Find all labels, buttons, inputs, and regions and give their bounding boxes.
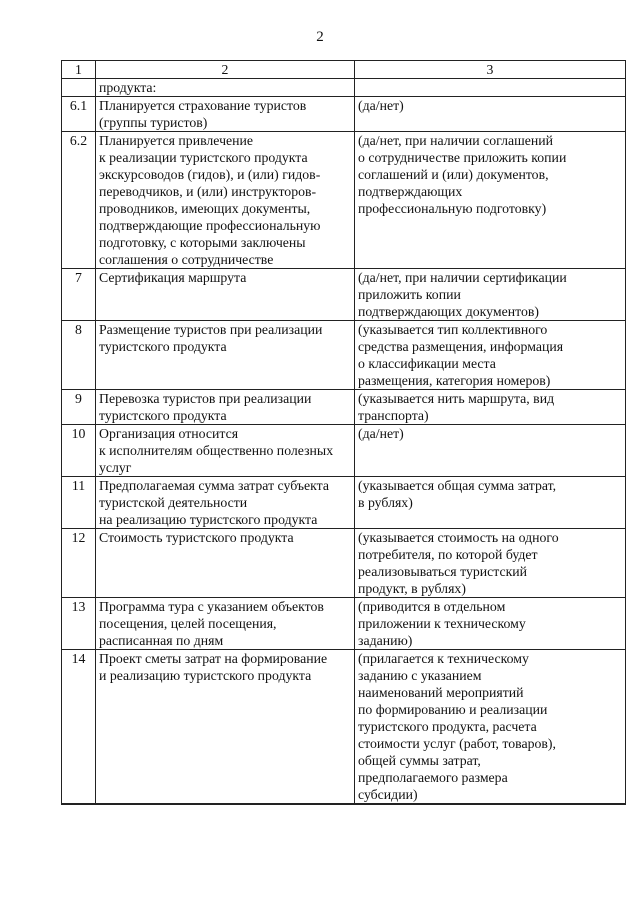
header-col-1: 1 [62, 61, 96, 79]
row-item: Предполагаемая сумма затрат субъекта туристской деятельности на реализацию туристского продукта [96, 477, 355, 529]
row-number: 12 [62, 529, 96, 598]
page-number: 2 [316, 29, 324, 45]
row-value: (приводится в отдельном приложении к техническому заданию) [355, 598, 626, 650]
row-value: (указывается общая сумма затрат, в рублях) [355, 477, 626, 529]
row-item: продукта: [96, 79, 355, 97]
row-value: (указывается тип коллективного средства размещения, информация о классификации места размещения, категория номеров) [355, 321, 626, 390]
row-value: (да/нет) [355, 425, 626, 477]
row-item: Сертификация маршрута [96, 269, 355, 321]
table-row [62, 529, 626, 598]
row-number: 9 [62, 390, 96, 425]
row-item: Организация относится к исполнителям общественно полезных услуг [96, 425, 355, 477]
row-value [355, 804, 626, 805]
row-value [355, 79, 626, 97]
row-value: (указывается стоимость на одного потребителя, по которой будет реализовываться туристский продукт, в рублях) [355, 529, 626, 598]
row-number: 13 [62, 598, 96, 650]
row-value: (прилагается к техническому заданию с указанием наименований мероприятий по формированию и реализации туристского продукта, расчета стоимости услуг (работ, товаров), общей суммы затрат, предполагаемого размера субсидии) [355, 650, 626, 804]
table-row [62, 477, 626, 529]
table-row-continuation [62, 79, 626, 97]
row-item: Стоимость туристского продукта [96, 529, 355, 598]
row-item: Планируется привлечение к реализации туристского продукта экскурсоводов (гидов), и (или) гидов- переводчиков, и (или) инструкторов- проводников, имеющих документы, подтверждающие профессиональную подготовку, с которыми заключены соглашения о сотрудничестве [96, 132, 355, 269]
row-number: 6.1 [62, 97, 96, 132]
row-value: (да/нет) [355, 97, 626, 132]
row-number: 7 [62, 269, 96, 321]
table-row [62, 132, 626, 269]
table-row [62, 598, 626, 650]
table-row [62, 97, 626, 132]
row-number: 11 [62, 477, 96, 529]
row-item: Программа тура с указанием объектов посещения, целей посещения, расписанная по дням [96, 598, 355, 650]
table-row [62, 269, 626, 321]
row-item: Проект сметы затрат на формирование и реализацию туристского продукта [96, 650, 355, 804]
row-value: (указывается нить маршрута, вид транспорта) [355, 390, 626, 425]
row-value: (да/нет, при наличии сертификации приложить копии подтверждающих документов) [355, 269, 626, 321]
table-row [62, 390, 626, 425]
row-item: Размещение туристов при реализации туристского продукта [96, 321, 355, 390]
row-item [96, 804, 355, 805]
table-header-row [62, 61, 626, 79]
row-item: Планируется страхование туристов (группы туристов) [96, 97, 355, 132]
row-value: (да/нет, при наличии соглашений о сотрудничестве приложить копии соглашений и (или) документов, подтверждающих профессиональную подготовку) [355, 132, 626, 269]
row-number: 14 [62, 650, 96, 804]
row-number [62, 79, 96, 97]
table-row [62, 425, 626, 477]
table-row [62, 804, 626, 805]
table-row [62, 321, 626, 390]
row-number: 10 [62, 425, 96, 477]
row-item: Перевозка туристов при реализации туристского продукта [96, 390, 355, 425]
row-number [62, 804, 96, 805]
table-row [62, 650, 626, 804]
row-number: 6.2 [62, 132, 96, 269]
header-col-3: 3 [355, 61, 626, 79]
header-col-2: 2 [96, 61, 355, 79]
requirements-table [61, 60, 626, 805]
row-number: 8 [62, 321, 96, 390]
